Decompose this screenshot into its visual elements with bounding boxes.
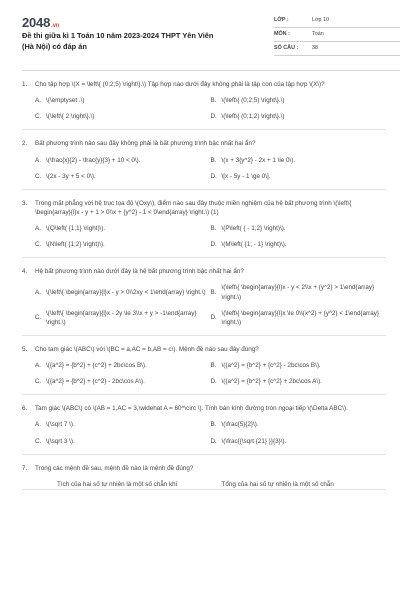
option-text: \(\emptyset .\): [46, 97, 85, 105]
option-text: \(\frac{x}{2} - \frac{y}{3} + 10 < 0\).: [46, 156, 141, 164]
question-number: 3.: [22, 199, 28, 207]
option-text: \(\left\{ (0;2;5) \right\}.\): [221, 97, 285, 105]
meta-row-class: [274, 14, 400, 28]
option-a[interactable]: [35, 224, 211, 233]
question-number: 4.: [22, 268, 28, 276]
logo-text: 2048: [22, 15, 51, 30]
option-text: \(\left\{ \begin{array}{l}x - y < 2\\x + {y^2} > 1\end{array} \right.\): [221, 284, 375, 301]
question-text: Trong mặt phẳng với hệ trục tọa độ \(Oxy\), điểm nào sau đây thuộc miền nghiệm của hệ bất phương trình \(\left\{ \begin{array}{l}x - y + 1 > 0\\x + {y^2} - 1 < 0\end{array} \right.\) (1): [35, 199, 352, 216]
option-c[interactable]: [35, 240, 211, 249]
answer-options: [22, 420, 386, 445]
option-text: \({a^2} = {b^2} + {c^2} + 2bc\cos B\).: [46, 362, 147, 369]
option-text: Tổng của hai số tự nhiên là một số chẵn: [221, 480, 334, 488]
option-letter: C.: [35, 378, 42, 386]
question-4: [22, 258, 386, 336]
option-text: \(P\left( { - 1;2} \right)\).: [221, 225, 286, 232]
option-b[interactable]: [211, 420, 387, 429]
question-text: Trong các mệnh đề sau, mệnh đề nào là mệnh đề đúng?: [35, 464, 194, 472]
option-letter: D.: [210, 113, 217, 121]
option-letter: D.: [210, 437, 217, 445]
question-number: 2.: [22, 140, 28, 148]
option-letter: B.: [210, 421, 217, 429]
meta-table: [274, 14, 400, 56]
option-text: \(\left\{ \begin{array}{l}x - y > 0\\2xy < 1\end{array} \right.\): [46, 288, 206, 296]
option-b[interactable]: [211, 283, 387, 301]
meta-label: LỚP :: [274, 16, 289, 23]
option-a[interactable]: [35, 283, 211, 301]
option-text: \({a^2} = {b^2} + {c^2} - 2bc\cos A\).: [46, 378, 145, 386]
meta-value: Lớp 10: [312, 16, 330, 23]
answer-options: [22, 361, 386, 386]
option-letter: D.: [210, 241, 217, 249]
option-letter: D.: [210, 172, 217, 180]
option-text: \(\frac{{\sqrt {21} }}{3}\).: [221, 437, 287, 445]
option-text: \({a^2} = {b^2} + {c^2} - 2bc\cos B\).: [221, 362, 321, 369]
option-letter: D.: [210, 314, 217, 322]
option-text: \(\left\{ \begin{array}{l}x - 2y \le 3\\x + y > -1\end{array} \right.\): [46, 309, 197, 326]
option-text: \(\sqrt 3 \).: [46, 437, 75, 445]
option-text: \(\left\{ (0;1;2) \right\}.\): [221, 113, 285, 121]
option-text: \(\frac{5}{2}\).: [221, 421, 259, 429]
option-c[interactable]: [35, 437, 211, 446]
option-letter: B.: [210, 225, 217, 232]
question-7: [22, 455, 386, 490]
question-number: 6.: [22, 405, 28, 413]
question-number: 1.: [22, 81, 28, 88]
option-letter: C.: [35, 241, 42, 249]
option-text: Tích của hai số tự nhiên là một số chẵn khi: [57, 480, 178, 488]
option-letter: A.: [35, 156, 41, 164]
option-text: \({a^2} = {b^2} + {c^2} + 2bc\cos A\).: [221, 378, 322, 386]
option-c[interactable]: [35, 112, 211, 121]
option-letter: C.: [35, 437, 42, 445]
option-d[interactable]: [211, 437, 387, 446]
option-letter: A.: [35, 362, 41, 369]
question-3: [22, 190, 386, 259]
option-text: \(\left\{ \begin{array}{l}x \le 0\\{x^2} + {y^2} < 1\end{array} \right.\): [221, 309, 379, 326]
option-letter: B.: [210, 362, 217, 369]
option-a[interactable]: [35, 96, 211, 105]
document-title: Đề thi giữa kì 1 Toán 10 năm 2023-2024 THPT Yên Viên (Hà Nội) có đáp án: [22, 31, 214, 51]
option-letter: C.: [35, 113, 42, 121]
option-d[interactable]: [211, 172, 387, 181]
option-c[interactable]: [35, 172, 211, 181]
meta-row-count: [274, 42, 400, 56]
option-d[interactable]: [211, 309, 387, 327]
question-number: 7.: [22, 464, 28, 472]
option-text: \(\left\{ 2 \right\}.\): [46, 113, 95, 121]
answer-options: [22, 224, 386, 249]
option-b[interactable]: [211, 156, 387, 165]
answer-options: [22, 156, 386, 181]
option-letter: A.: [35, 225, 41, 232]
answer-options: [22, 96, 386, 121]
option-a[interactable]: [35, 156, 211, 165]
option-letter: A.: [35, 421, 41, 429]
option-letter: C.: [35, 172, 42, 180]
option-text: \(Q\left( {1;1} \right)\).: [46, 225, 106, 232]
question-1: [22, 71, 386, 130]
answer-options: [22, 283, 386, 327]
option-letter: B.: [210, 288, 217, 296]
option-d[interactable]: [211, 377, 387, 386]
question-5: [22, 336, 386, 395]
option-letter: D.: [210, 378, 217, 386]
option-c[interactable]: [35, 377, 211, 386]
meta-value: 38: [312, 44, 318, 51]
meta-label: MÔN :: [274, 30, 290, 37]
option-letter: B.: [210, 156, 217, 164]
option-d[interactable]: [211, 240, 387, 249]
option-letter: B.: [210, 97, 217, 105]
option-a[interactable]: [35, 361, 211, 370]
option-b[interactable]: [222, 480, 387, 489]
meta-label: SỐ CÂU :: [274, 44, 299, 51]
option-text: \(2x - 3y + 5 < 0\).: [46, 172, 96, 180]
option-text: \(x + 3{y^2} - 2x + 1 \le 0\).: [221, 156, 296, 164]
option-b[interactable]: [211, 96, 387, 105]
option-text: \(\sqrt 7 \).: [46, 421, 75, 429]
question-text: Cho tam giác \(ABC\) với \(BC = a,AC = b,AB = c\). Mệnh đề nào sau đây đúng?: [35, 345, 259, 353]
question-text: Tam giác \(ABC\) có \(AB = 1,AC = 3,\widehat A = 60^\circ \). Tính bán kính đường tròn ngoại tiếp \(\Delta ABC\).: [35, 405, 348, 413]
option-text: \[x - 5y - 1 \ge 0\].: [221, 172, 271, 180]
question-6: [22, 395, 386, 454]
option-a[interactable]: [35, 420, 211, 429]
question-number: 5.: [22, 345, 28, 353]
option-letter: A.: [35, 288, 41, 296]
option-letter: A.: [35, 97, 41, 105]
answer-options: [22, 480, 386, 489]
option-letter: C.: [35, 314, 42, 322]
question-text: Hệ bất phương trình nào dưới đây là hệ bất phương trình bậc nhất hai ẩn?: [35, 268, 244, 276]
option-b[interactable]: [211, 224, 387, 233]
option-b[interactable]: [211, 361, 387, 370]
meta-row-subject: [274, 28, 400, 42]
option-text: \(M\left( {1; - 1} \right)\).: [221, 241, 287, 249]
logo-suffix: .vn: [51, 23, 60, 29]
option-a[interactable]: [57, 480, 222, 489]
question-text: Bất phương trình nào sau đây không phải là bất phương trình bậc nhất hai ẩn?: [35, 140, 256, 148]
question-2: [22, 130, 386, 189]
option-d[interactable]: [211, 112, 387, 121]
option-text: \(N\left( {1;2} \right)\).: [46, 241, 105, 249]
option-c[interactable]: [35, 309, 211, 327]
document-header: [22, 0, 386, 70]
meta-value: Toán: [312, 30, 324, 37]
question-text: Cho tập hợp \(X = \left\{ (0;2;5) \right\}.\) Tập hợp nào dưới đây không phải là tập con của tập hợp \(X\)?: [35, 81, 325, 88]
